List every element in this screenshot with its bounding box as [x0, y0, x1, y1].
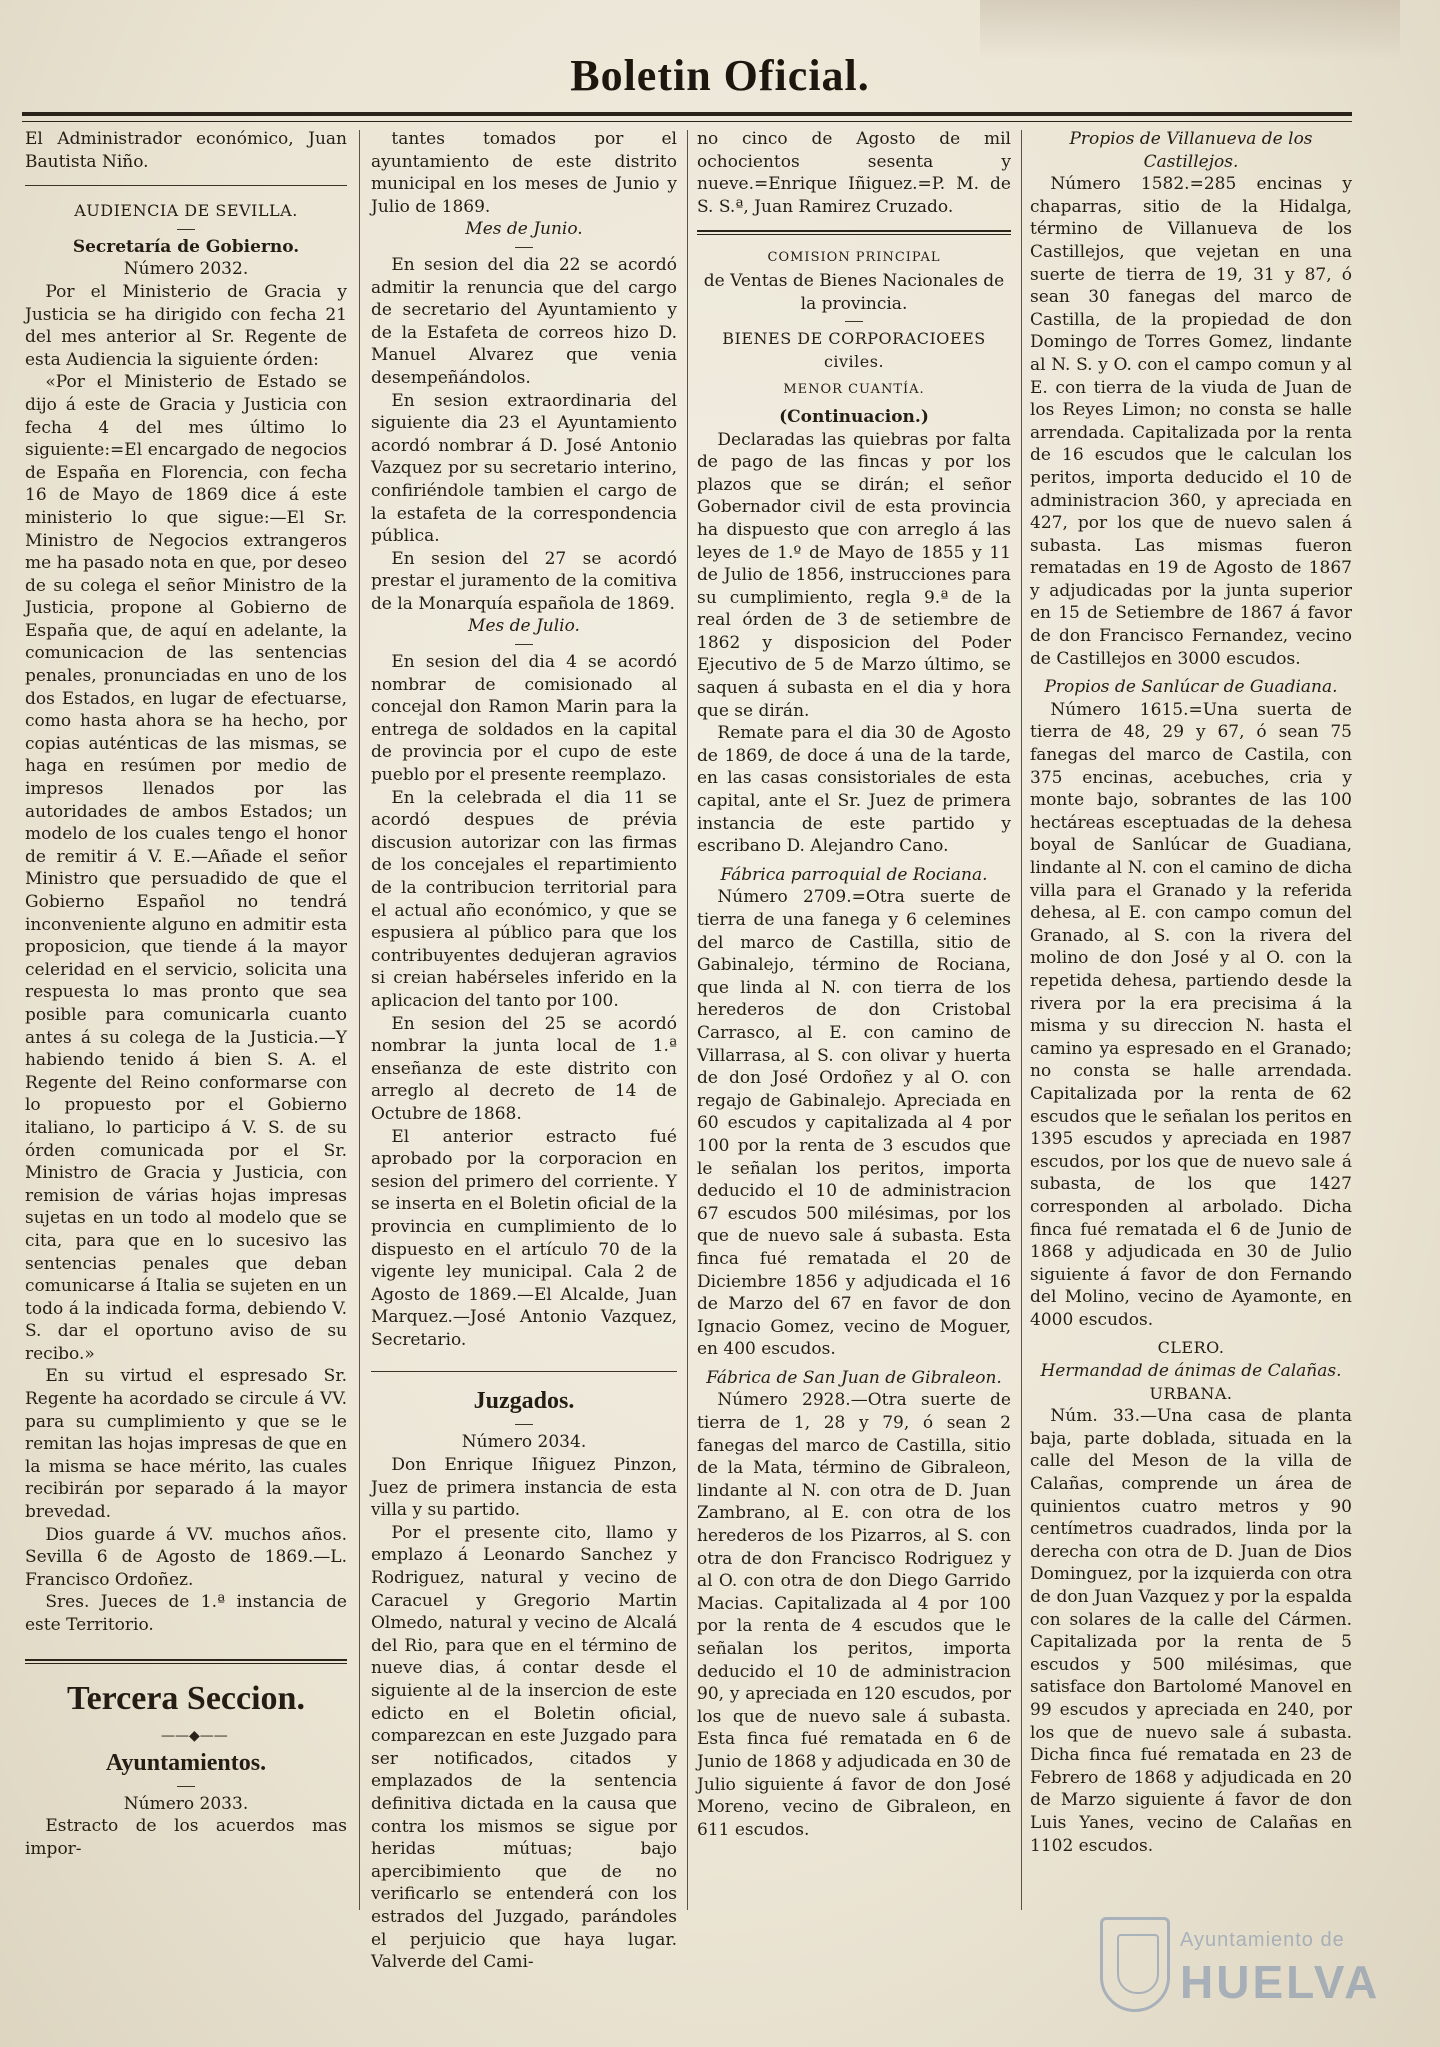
section-subtitle: de Ventas de Bienes Nacionales de la provincia. — [703, 270, 1005, 314]
paragraph: tantes tomados por el ayuntamiento de este distrito municipal en los meses de Junio y Julio de 1869. — [371, 129, 677, 217]
paragraph: El Administrador económico, Juan Bautista Niño. — [25, 129, 347, 172]
column-divider — [687, 130, 688, 1910]
subsection-title: MENOR CUANTÍA. — [783, 382, 925, 398]
column-divider — [359, 130, 360, 1910]
watermark-line: Ayuntamiento de — [1180, 1929, 1345, 1951]
column-4 — [1030, 128, 1352, 1938]
column-divider — [1021, 130, 1022, 1910]
section-rule — [697, 230, 1011, 235]
subsection-title: Secretaría de Gobierno. — [72, 236, 300, 257]
paragraph: En la celebrada el dia 11 se acordó despues de prévia discusion autorizar con las firmas de los concejales el repartimiento de la contribucion territorial para el actual año económico, y que se espusiera al público para que los contribuyentes dedujeran agravios si creian habérseles inferido en la aplicacion del tanto por 100. — [371, 787, 677, 1011]
paragraph: Número 1582.=285 encinas y chaparras, sitio de la Hidalga, término de Villanueva de los Castillejos, que vejetan en una suerte de tierra de 19, 31 y 87, ó sean 30 fanegas del marco de Castilla, de la propiedad de don Domingo de Torres Gomez, lindante al N. S. y O. con el campo comun y al E. con tierra de la viuda de Juan de los Reyes Limon; no consta se halle arrendada. Capitalizada por la renta de 16 escudos que le calculan los peritos, importa deducido el 10 de administracion 360, y apreciada en 427, por los que de nuevo salen á subasta. Las mismas fueron rematadas en 19 de Agosto de 1867 y adjudicadas por la junta superior en 15 de Setiembre de 1867 á favor de don Francisco Fernandez, vecino de Castillejos en 3000 escudos. — [1030, 174, 1352, 669]
paragraph: En sesion del dia 22 se acordó admitir la renuncia que del cargo de secretario del Ayuntamiento y de la Estafeta de correos hizo D. Manuel Alvarez que venia desempeñándolos. — [371, 254, 677, 388]
paragraph: En sesion extraordinaria del siguiente dia 23 el Ayuntamiento acordó nombrar á D. José Antonio Vazquez por su secretario interino, confiriéndole tambien el cargo de la estafeta de la correspondencia pública. — [371, 390, 677, 547]
masthead-rule — [22, 112, 1352, 122]
paragraph: Por el presente cito, llamo y emplazo á Leonardo Sanchez y Rodriguez, natural y vecino de Caracuel y Gregorio Martin Olmedo, natural y vecino de Alcalá del Rio, para que en el término de nueve dias, á contar desde el siguiente al de la insercion de este edicto en el Boletin oficial, comparezcan en este Juzgado para ser notificados, citados y emplazados de la sentencia definitiva dictada en la causa que contra los mismos se sigue por heridas mútuas; bajo apercibimiento que de no verificarlo se entenderá con los estrados del Juzgado, parándoles el perjuicio que haya lugar. Valverde del Cami- — [371, 1522, 677, 1973]
section-rule — [25, 1659, 347, 1664]
subheading: Mes de Junio. — [465, 219, 583, 240]
paragraph: Núm. 33.—Una casa de planta baja, parte doblada, situada en la calle del Meson de la villa de Calañas, comprende un área de quinientos cuatro metros y 90 centímetros cuadrados, linda por la derecha con otra de D. Juan de Dios Dominguez, por la izquierda con otra de don Juan Vazquez y por la espalda con solares de la calle del Cármen. Capitalizada por la renta de 5 escudos y 500 milésimas, que satisface don Bartolomé Manovel en 99 escudos y apreciada en 240, por los que de nuevo sale á subasta. Dicha finca fué rematada en 23 de Febrero de 1868 y adjudicada en 20 de Marzo siguiente á favor de don Luis Yanes, vecino de Calañas en 1102 escudos. — [1030, 1406, 1352, 1856]
document-number: Número 2032. — [123, 259, 249, 280]
subheading: Propios de Sanlúcar de Guadiana. — [1044, 677, 1338, 698]
document-number: Número 2034. — [461, 1432, 587, 1453]
section-heading: Juzgados. — [473, 1388, 575, 1415]
short-rule — [515, 1424, 533, 1425]
paragraph: En sesion del 27 se acordó prestar el juramento de la comitiva de la Monarquía española de 1869. — [371, 548, 677, 614]
paragraph: En sesion del dia 4 se acordó nombrar de comisionado al concejal don Ramon Marin para la entrega de soldados en la capital de provincia por el cupo de este pueblo por el presente reemplazo. — [371, 652, 677, 786]
short-rule — [515, 247, 533, 248]
section-rule — [25, 185, 347, 186]
column-1 — [25, 128, 347, 1938]
document-number: Número 2033. — [123, 1793, 249, 1814]
paragraph: Por el Ministerio de Gracia y Justicia se ha dirigido con fecha 21 del mes anterior al Sr. Regente de esta Audiencia la siguiente órden: — [25, 281, 347, 370]
subsection-title: (Continuacion.) — [779, 406, 929, 427]
section-title: AUDIENCIA DE SEVILLA. — [74, 201, 298, 221]
paragraph: Remate para el dia 30 de Agosto de 1869, de doce á una de la tarde, en las casas consistoriales de esta capital, ante el Sr. Juez de primera instancia de este partido y escribano D. Alejandro Cano. — [697, 723, 1011, 857]
column-2 — [371, 128, 677, 1973]
section-title: CLERO. — [1157, 1338, 1225, 1358]
archive-watermark — [1100, 1917, 1381, 2017]
coat-of-arms-icon — [1100, 1917, 1170, 2012]
subheading: Hermandad de ánimas de Calañas. — [1040, 1361, 1342, 1382]
subheading: Mes de Julio. — [468, 616, 580, 637]
paragraph: En sesion del 25 se acordó nombrar la junta local de 1.ª enseñanza de este distrito con arreglo al decreto de 14 de Octubre de 1868. — [371, 1013, 677, 1124]
ornament: ——◆—— — [161, 1727, 228, 1744]
subheading: Fábrica parroquial de Rociana. — [720, 864, 988, 885]
paragraph: El anterior estracto fué aprobado por la corporacion en sesion del primero del corriente. Y se inserta en el Boletin oficial de la provincia en cumplimiento de lo dispuesto en el artículo 70 de la vigente ley municipal. Cala 2 de Agosto de 1869.—El Alcalde, Juan Marquez.—José Antonio Vazquez, Secretario. — [371, 1126, 677, 1350]
section-heading: Tercera Seccion. — [67, 1679, 305, 1717]
short-rule — [177, 229, 195, 230]
section-rule — [371, 1371, 677, 1372]
subheading: Propios de Villanueva de los Castillejos. — [1069, 129, 1313, 172]
section-title: URBANA. — [1149, 1383, 1233, 1403]
paragraph: En su virtud el espresado Sr. Regente ha acordado se circule á VV. para su cumplimiento y que se le remitan las hojas impresas de que en la misma se hace mérito, las cuales recibirán por separado á la mayor brevedad. — [25, 1366, 347, 1523]
watermark-line: HUELVA — [1180, 1956, 1381, 2008]
section-heading: Ayuntamientos. — [105, 1749, 267, 1776]
paragraph: Número 2928.—Otra suerte de tierra de 1, 28 y 79, ó sean 2 fanegas del marco de Castilla, sitio de la Mata, término de Gibraleon, lindante al N. con otra de D. Juan Zambrano, al E. con otra de los herederos de los Pizarros, al S. con otra de don Francisco Rodriguez y al O. con otra de don Diego Garrido Macias. Capitalizada al 4 por 100 por la renta de 4 escudos que le señalan los peritos, importa deducido el 10 de administracion 90, y apreciada en 120 escudos, por los que de nuevo sale á subasta. Esta finca fué rematada en 6 de Junio de 1868 y adjudicada en 30 de Julio siguiente á favor de don José Moreno, vecino de Gibraleon, en 611 escudos. — [697, 1390, 1011, 1840]
subheading: Fábrica de San Juan de Gibraleon. — [706, 1367, 1002, 1388]
paragraph: Don Enrique Iñiguez Pinzon, Juez de primera instancia de esta villa y su partido. — [371, 1455, 677, 1521]
paragraph: Número 2709.=Otra suerte de tierra de una fanega y 6 celemines del marco de Castilla, sitio de Gabinalejo, término de Rociana, que linda al N. con tierra de los herederos de don Cristobal Carrasco, al E. con camino de Villarrasa, al S. con olivar y huerta de don José Ordoñez y al O. con regajo de Gabinalejo. Apreciada en 60 escudos y capitalizada al 4 por 100 por la renta de 3 escudos que le señalan los peritos, importa deducido el 10 de administracion 67 escudos 500 milésimas, por los que de nuevo sale á subasta. Esta finca fué rematada el 20 de Diciembre 1856 y adjudicada el 16 de Marzo del 67 en favor de don Ignacio Gomez, vecino de Moguer, en 400 escudos. — [697, 887, 1011, 1360]
paragraph: Dios guarde á VV. muchos años. Sevilla 6 de Agosto de 1869.—L. Francisco Ordoñez. — [25, 1524, 347, 1590]
short-rule — [845, 321, 863, 322]
column-3 — [697, 128, 1011, 1938]
paragraph: «Por el Ministerio de Estado se dijo á este de Gracia y Justicia con fecha 4 del mes último lo siguiente:=El encargado de negocios de España en Florencia, con fecha 16 de Mayo de 1869 dice á este ministerio lo que sigue:—El Sr. Ministro de Negocios extrangeros me ha pasado nota en que, por deseo de su colega el señor Ministro de la Justicia, propone al Gobierno de España que, de aquí en adelante, la comunicacion de las sentencias penales, pronunciadas en uno de los dos Estados, en lugar de efectuarse, como hasta ahora se ha hecho, por copias auténticas de las mismas, se haga en resúmen por medio de impresos llenados por las autoridades de ambos Estados; un modelo de los cuales tengo el honor de remitir á V. E.—Añade el señor Ministro que persuadido de que el Gobierno Español no tendrá inconveniente alguno en admitir esta proposicion, que tiende á la mayor celeridad en el servicio, solicita una respuesta lo mas pronto que sea posible para comunicarla cuanto antes á su colega de la Justicia.—Y habiendo tenido á bien S. A. el Regente del Reino conformarse con lo propuesto por el Gobierno italiano, lo participo á V. S. de su órden comunicada por el Sr. Ministro de Gracia y Justicia, con remision de várias hojas impresas sujetas en un todo al modelo que se cita, para que en lo sucesivo las sentencias penales que deban comunicarse á Italia se sujeten en un todo á la indicada forma, debiendo V. S. dar el oportuno aviso de su recibo.» — [25, 372, 347, 1364]
short-rule — [515, 644, 533, 645]
paragraph: Número 1615.=Una suerta de tierra de 48, 29 y 67, ó sean 75 fanegas del marco de Castila, con 375 encinas, acebuches, cria y monte bajo, sobrantes de las 100 hectáreas esceptuadas de la dehesa boyal de Sanlúcar de Guadiana, lindante al N. con el camino de dicha villa para el Granado y la referida dehesa, al E. con campo comun del Granado, al S. con la rivera del molino de don José y al O. con la repetida dehesa, partiendo desde la rivera por la era precisima á la misma y su direccion N. hasta el camino ya espresado en el Granado; no consta se halle arrendada. Capitalizada por la renta de 62 escudos que le señalan los peritos en 1395 escudos y apreciada en 1987 escudos, por los que de nuevo sale á subasta, de los que 1427 corresponden al arbolado. Dicha finca fué rematada el 6 de Junio de 1868 y adjudicada en 30 de Julio siguiente á favor de don Fernando del Molino, vecino de Ayamonte, en 4000 escudos. — [1030, 699, 1352, 1330]
paragraph: Estracto de los acuerdos mas impor- — [25, 1816, 347, 1859]
paragraph: Declaradas las quiebras por falta de pago de las fincas y por los plazos que se dirán; el señor Gobernador civil de esta provincia ha dispuesto que con arreglo á las leyes de 1.º de Mayo de 1855 y 11 de Julio de 1856, instrucciones para su cumplimiento, regla 9.ª de la real órden de 3 de setiembre de 1862 y disposicion del Poder Ejecutivo de 5 de Marzo último, se saquen á subasta en el dia y hora que se dirán. — [697, 429, 1011, 721]
masthead-title: Boletin Oficial. — [570, 51, 870, 100]
paragraph: no cinco de Agosto de mil ochocientos sesenta y nueve.=Enrique Iñiguez.=P. M. de S. S.ª, Juan Ramirez Cruzado. — [697, 129, 1011, 217]
paragraph: Sres. Jueces de 1.ª instancia de este Territorio. — [25, 1592, 347, 1635]
section-title: COMISION PRINCIPAL — [767, 250, 941, 266]
section-title: BIENES DE CORPORACIOEES civiles. — [722, 329, 986, 371]
short-rule — [177, 1786, 195, 1787]
